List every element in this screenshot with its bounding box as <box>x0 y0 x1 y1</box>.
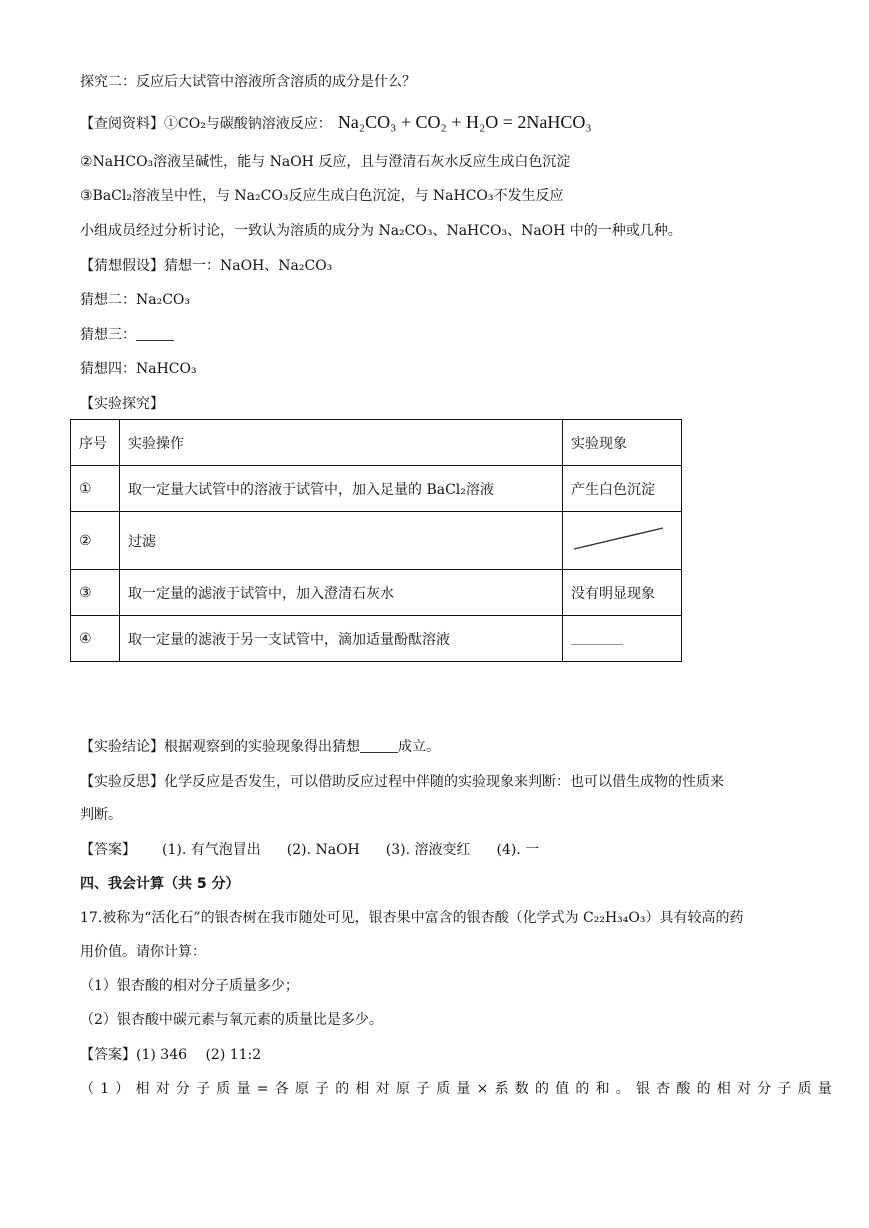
row-number: ③ <box>71 570 120 616</box>
hypothesis-1-text: 猜想一：NaOH、Na₂CO₃ <box>164 258 333 274</box>
explanation-text: （1）相对分子质量=各原子的相对原子质量×系数的值的和。银杏酸的相对分子质量 <box>80 1081 838 1097</box>
row-number: ④ <box>71 616 120 662</box>
conclusion-text-b: 成立。 <box>398 739 440 755</box>
answer-item: (4). 一 <box>496 842 540 858</box>
row-operation: 取一定量的滤液于另一支试管中，滴加适量酚酞溶液 <box>120 616 563 662</box>
discussion-text: 小组成员经过分析讨论，一致认为溶质的成分为 Na₂CO₃、NaHCO₃、NaOH 中的一种或几种。 <box>80 223 682 239</box>
reference-2: ②NaHCO₃溶液呈碱性，能与 NaOH 反应，且与澄清石灰水反应生成白色沉淀 <box>80 154 571 170</box>
experiment-conclusion <box>80 737 440 757</box>
question-17-line-2: 用价值。请你计算： <box>80 944 206 960</box>
row-number: ① <box>71 466 120 512</box>
reference-3: ③BaCl₂溶液呈中性，与 Na₂CO₃反应生成白色沉淀，与 NaHCO₃不发生反应 <box>80 188 564 204</box>
row-result-slash <box>563 512 682 570</box>
experiment-label: 【实验探究】 <box>80 396 164 412</box>
reflection-line-2: 判断。 <box>80 807 122 823</box>
conclusion-text-a: 【实验结论】根据观察到的实验现象得出猜想 <box>80 739 360 755</box>
row-operation: 取一定量的滤液于试管中，加入澄清石灰水 <box>120 570 563 616</box>
answer-blank <box>360 738 398 753</box>
experiment-table <box>70 419 682 662</box>
reaction-formula: Na₂CO₃ + CO₂ + H₂O = 2NaHCO₃ <box>337 112 592 132</box>
row-result-blank <box>563 616 682 662</box>
answer-text: (1) 346 (2) 11:2 <box>136 1047 262 1063</box>
answer-2 <box>80 1045 261 1065</box>
table-row <box>71 512 682 570</box>
table-header-row <box>71 420 682 466</box>
hypothesis-4: 猜想四：NaHCO₃ <box>80 361 197 377</box>
reflection-line-1: 【实验反思】化学反应是否发生，可以借助反应过程中伴随的实验现象来判断：也可以借生成物的性质来 <box>80 774 724 790</box>
question-17-line-1: 17.被称为“活化石”的银杏树在我市随处可见，银杏果中富含的银杏酸（化学式为 C₂₂H₃₄O₃）具有较高的药 <box>80 910 744 926</box>
answer-1 <box>80 840 539 860</box>
answer-item: (2). NaOH <box>286 842 360 858</box>
hypothesis-3-text: 猜想三： <box>80 327 136 343</box>
table-row <box>71 466 682 512</box>
reference-1-text: ①CO₂与碳酸钠溶液反应： <box>164 116 332 132</box>
hypothesis-label: 【猜想假设】 <box>80 258 164 274</box>
reference-label: 【查阅资料】 <box>80 116 164 132</box>
hypothesis-1 <box>80 256 332 276</box>
table-row <box>71 570 682 616</box>
table-row <box>71 616 682 662</box>
section-heading: 四、我会计算（共 5 分） <box>80 876 240 892</box>
header-number: 序号 <box>71 420 120 466</box>
question-2: 探究二：反应后大试管中溶液所含溶质的成分是什么？ <box>80 74 416 90</box>
answer-label: 【答案】 <box>80 1047 136 1063</box>
row-result: 产生白色沉淀 <box>563 466 682 512</box>
answer-item: (1). 有气泡冒出 <box>162 842 261 858</box>
answer-blank <box>136 326 174 341</box>
header-result: 实验现象 <box>563 420 682 466</box>
answer-item: (3). 溶液变红 <box>385 842 471 858</box>
hypothesis-3 <box>80 325 174 345</box>
diagonal-slash-icon <box>571 524 667 554</box>
answer-label: 【答案】 <box>80 842 136 858</box>
answer-blank <box>571 630 623 645</box>
row-number: ② <box>71 512 120 570</box>
hypothesis-2: 猜想二：Na₂CO₃ <box>80 292 191 308</box>
header-operation: 实验操作 <box>120 420 563 466</box>
row-operation: 过滤 <box>120 512 563 570</box>
reference-1 <box>80 112 592 134</box>
row-operation: 取一定量大试管中的溶液于试管中，加入足量的 BaCl₂溶液 <box>120 466 563 512</box>
question-17-sub-1: （1）银杏酸的相对分子质量多少； <box>80 978 299 994</box>
row-result: 没有明显现象 <box>563 570 682 616</box>
question-17-sub-2: （2）银杏酸中碳元素与氧元素的质量比是多少。 <box>80 1012 383 1028</box>
